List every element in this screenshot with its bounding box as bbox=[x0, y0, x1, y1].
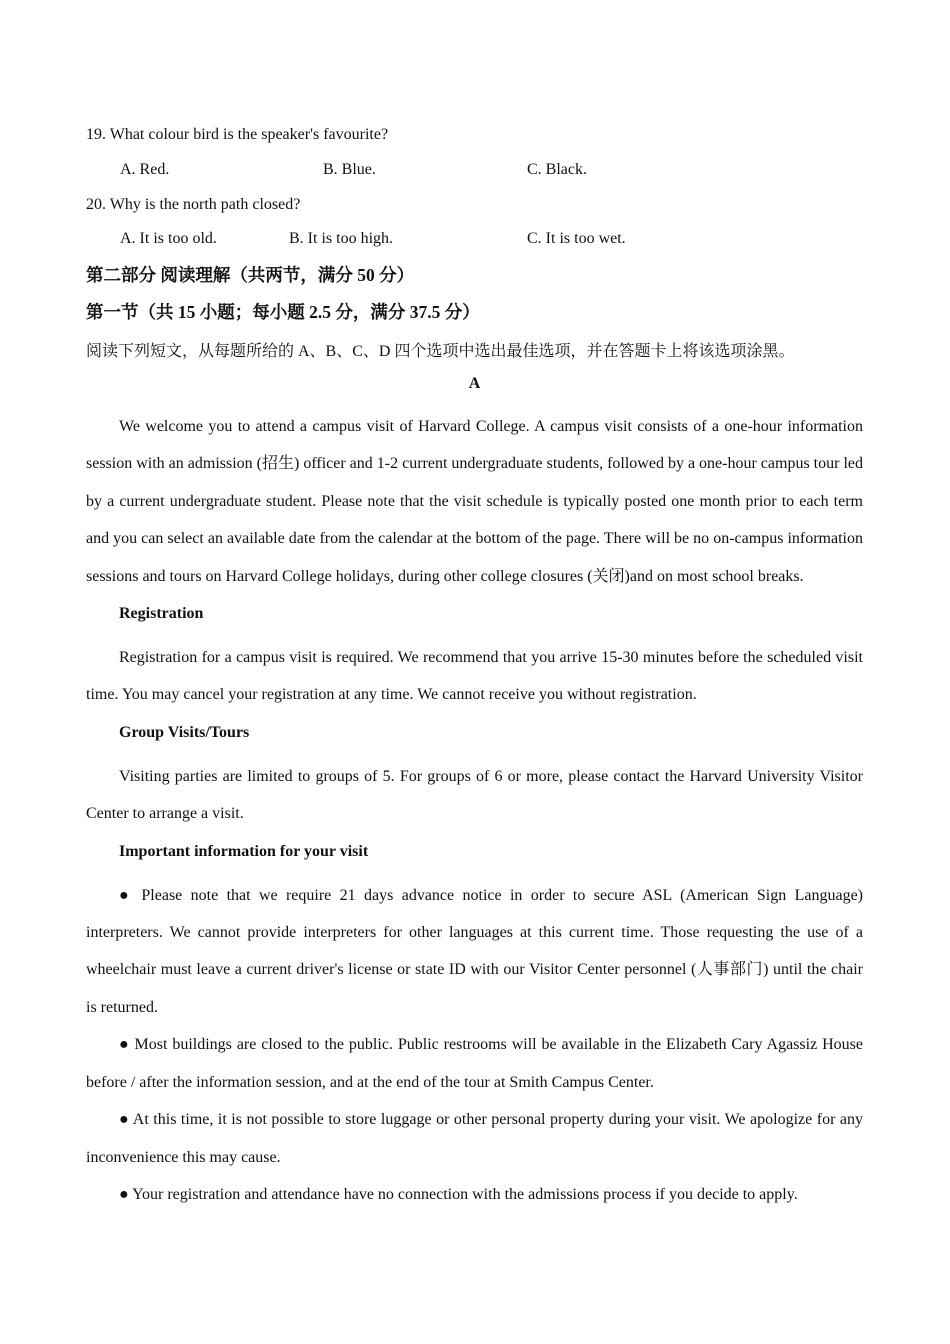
option-b: B. Blue. bbox=[323, 160, 376, 178]
important-heading: Important information for your visit bbox=[119, 842, 369, 860]
question-20: 20. Why is the north path closed? bbox=[86, 195, 301, 213]
question-19-options bbox=[86, 160, 863, 195]
section1-heading: 第一节（共 15 小题；每小题 2.5 分，满分 37.5 分） bbox=[86, 302, 480, 322]
bullet-item: ● Your registration and attendance have no connection with the admissions process if you decide to apply. bbox=[119, 1185, 798, 1203]
exam-page bbox=[86, 125, 863, 1213]
bullet-item: ● At this time, it is not possible to store luggage or other personal property during your visit. We apologize for any inconvenience this may cause. bbox=[86, 1111, 863, 1166]
option-a: A. Red. bbox=[120, 160, 170, 178]
question-20-options bbox=[86, 229, 863, 264]
option-a: A. It is too old. bbox=[120, 230, 217, 247]
option-b: B. It is too high. bbox=[289, 230, 394, 247]
bullet-item: ● Most buildings are closed to the public. Public restrooms will be available in the Elizabeth Cary Agassiz House before / after the information session, and at the end of the tour at Smith Campus Center. bbox=[86, 1036, 863, 1091]
group-heading: Group Visits/Tours bbox=[119, 723, 250, 741]
passage-label: A bbox=[468, 375, 481, 392]
option-c: C. It is too wet. bbox=[527, 230, 626, 247]
instruction: 阅读下列短文，从每题所给的 A、B、C、D 四个选项中选出最佳选项，并在答题卡上将该选项涂黑。 bbox=[86, 343, 795, 360]
registration-paragraph: Registration for a campus visit is required. We recommend that you arrive 15-30 minutes before the scheduled visit time. You may cancel your registration at any time. We cannot receive you without registration. bbox=[86, 649, 863, 704]
question-19: 19. What colour bird is the speaker's favourite? bbox=[86, 126, 389, 143]
group-paragraph: Visiting parties are limited to groups of 5. For groups of 6 or more, please contact the Harvard University Visitor Center to arrange a visit. bbox=[86, 767, 863, 823]
bullet-item: ● Please note that we require 21 days advance notice in order to secure ASL (American Sign Language) interpreters. We cannot provide interpreters for other languages at this current time. Those requesting the use of a wheelchair must leave a current driver's license or state ID with our Visitor Center personnel (人事部门) until the chair is returned. bbox=[86, 886, 863, 1016]
part2-heading: 第二部分 阅读理解（共两节，满分 50 分） bbox=[86, 265, 415, 285]
option-c: C. Black. bbox=[527, 160, 587, 178]
intro-paragraph: We welcome you to attend a campus visit of Harvard College. A campus visit consists of a one-hour information session with an admission (招生) officer and 1-2 current undergraduate students, followed by a one-hour campus tour led by a current undergraduate student. Please note that the visit schedule is typically posted one month prior to each term and you can select an available date from the calendar at the bottom of the page. There will be no on-campus information sessions and tours on Harvard College holidays, during other college closures (关闭)and on most school breaks. bbox=[86, 418, 863, 585]
registration-heading: Registration bbox=[119, 605, 204, 623]
